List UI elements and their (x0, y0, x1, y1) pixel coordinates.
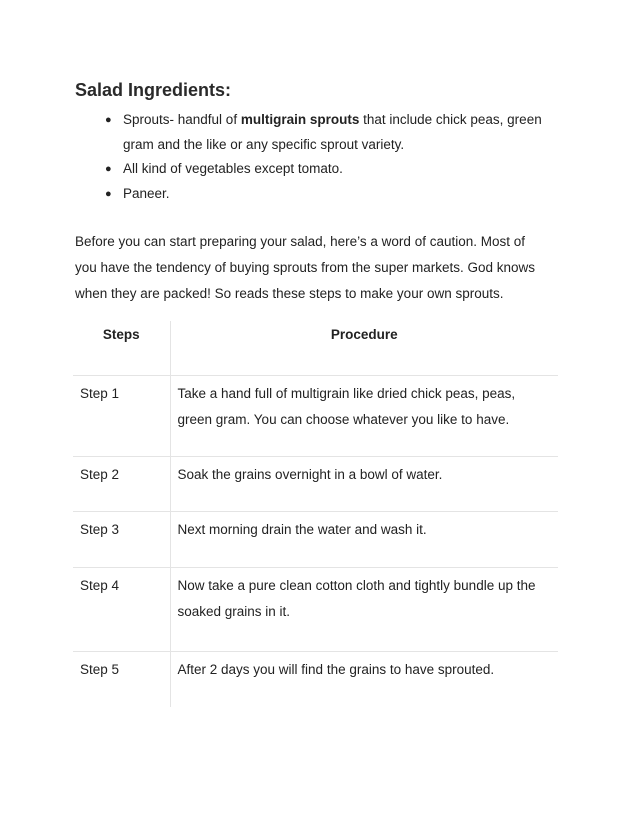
table-row (73, 457, 558, 512)
ingredient-emphasis: multigrain sprouts (240, 112, 360, 127)
procedure-cell: Next morning drain the water and wash it. (170, 512, 558, 568)
list-item (0, 157, 568, 182)
bullet-icon: ● (105, 163, 112, 175)
step-cell: Step 3 (73, 512, 170, 568)
intro-paragraph: Before you can start preparing your salad, here’s a word of caution. Most of you have the tendency of buying sprouts from the super markets. God knows when they are packed! So reads these steps to make your own sprouts. (75, 234, 535, 301)
table-row (73, 512, 558, 568)
table-row (73, 376, 558, 457)
step-cell: Step 4 (73, 568, 170, 652)
ingredient-text-end: that include chick peas, green gram and the like or any specific sprout variety. (123, 112, 542, 152)
procedure-cell: Take a hand full of multigrain like dried chick peas, peas, green gram. You can choose whatever you like to have. (170, 376, 558, 457)
header-procedure: Procedure (170, 321, 558, 376)
section-heading: Salad Ingredients: (75, 80, 232, 100)
step-cell: Step 1 (73, 376, 170, 457)
bullet-icon: ● (105, 114, 112, 126)
steps-table (73, 321, 558, 707)
list-item (0, 108, 568, 157)
ingredient-text: Paneer. (123, 185, 170, 201)
ingredients-list (0, 108, 568, 206)
table-row (73, 652, 558, 708)
ingredient-text-start: Sprouts- handful of (123, 112, 241, 127)
step-cell: Step 2 (73, 457, 170, 512)
bullet-icon: ● (105, 187, 112, 200)
procedure-cell: After 2 days you will find the grains to have sprouted. (170, 652, 558, 708)
list-item (0, 182, 568, 207)
ingredient-text: All kind of vegetables except tomato. (123, 161, 343, 176)
table-header-row (73, 321, 558, 376)
step-cell: Step 5 (73, 652, 170, 708)
procedure-cell: Soak the grains overnight in a bowl of water. (170, 457, 558, 512)
procedure-cell: Now take a pure clean cotton cloth and tightly bundle up the soaked grains in it. (170, 568, 558, 652)
header-steps: Steps (102, 327, 140, 342)
table-row (73, 568, 558, 652)
